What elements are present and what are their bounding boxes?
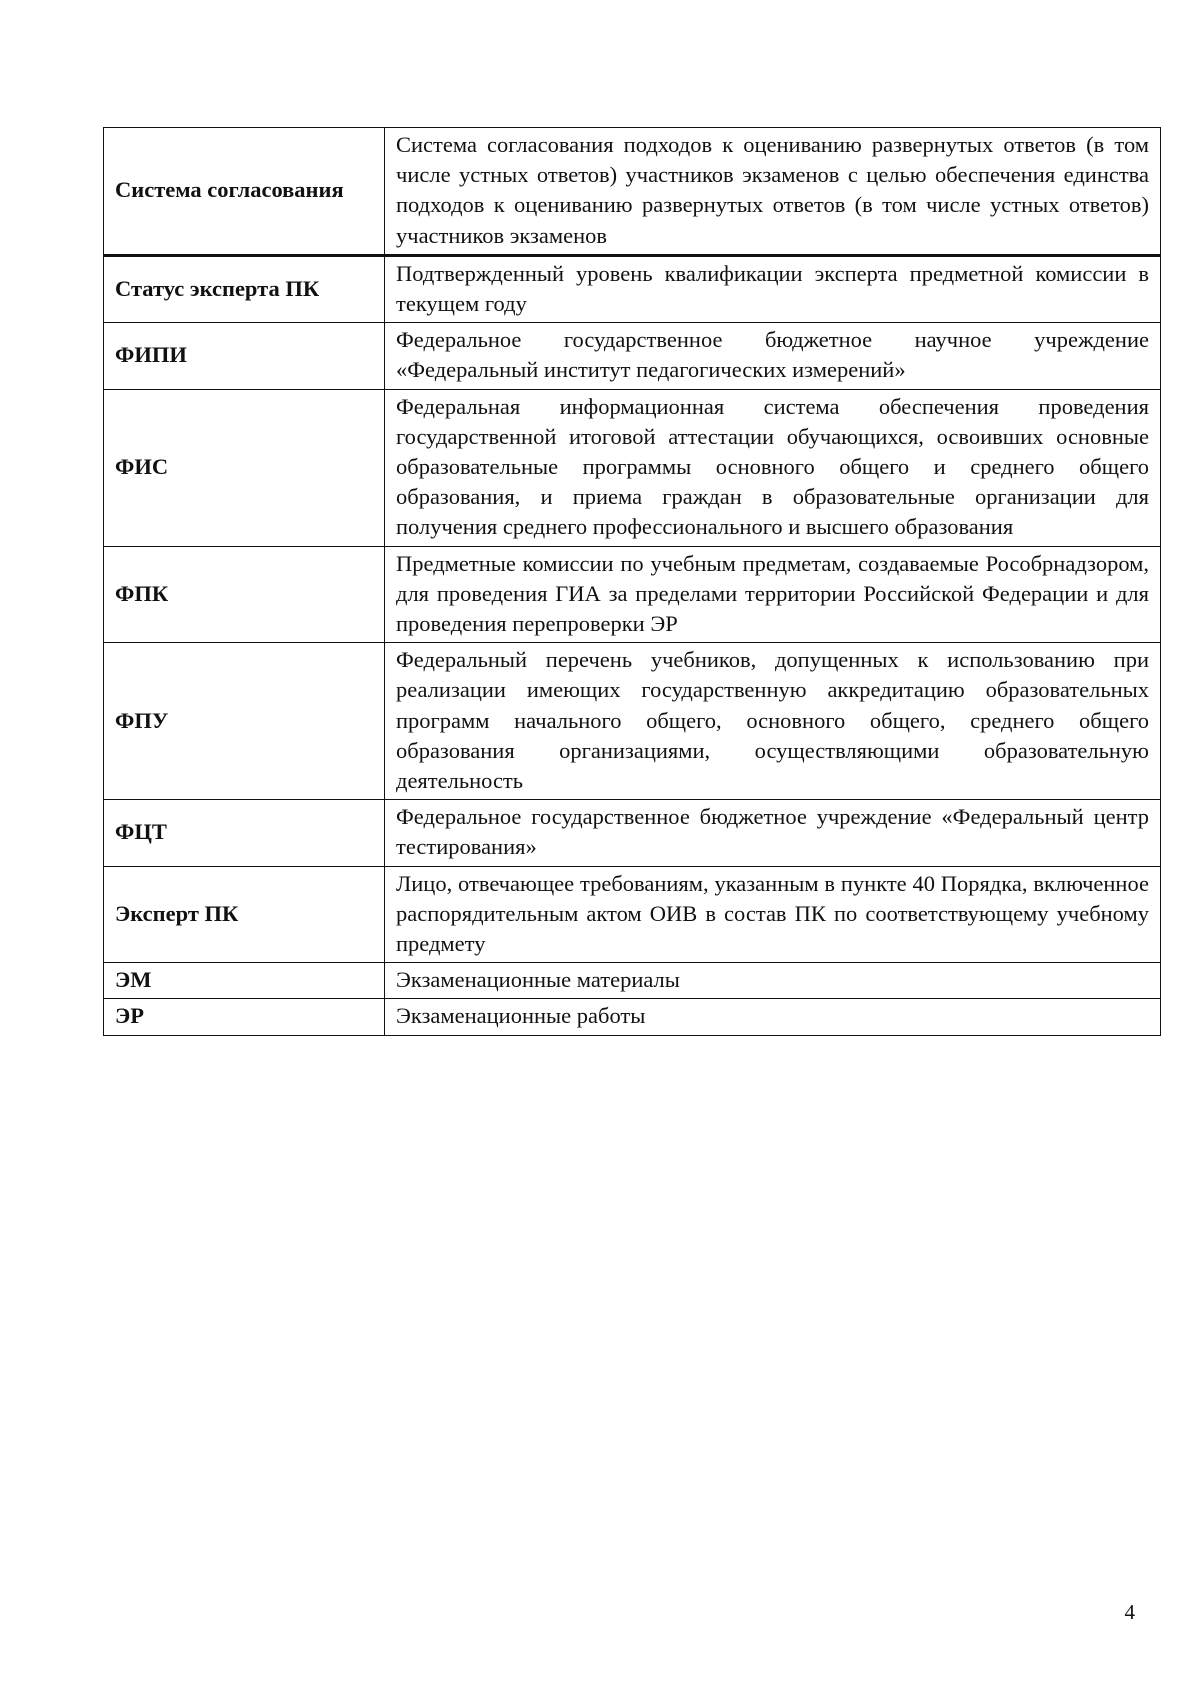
definition-cell: Лицо, отвечающее требованиям, указанным в пункте 40 Порядка, включенное распорядительным актом ОИВ в состав ПК по соответствующему учебному предмету: [385, 866, 1161, 963]
term-cell: Статус эксперта ПК: [104, 255, 385, 322]
table-row: [104, 389, 1161, 546]
term-cell: ФПК: [104, 546, 385, 643]
term-cell: ЭР: [104, 999, 385, 1035]
term-cell: ФИПИ: [104, 323, 385, 389]
table-row: [104, 999, 1161, 1035]
definition-cell: Экзаменационные работы: [385, 999, 1161, 1035]
table-row: [104, 643, 1161, 800]
table-row: [104, 963, 1161, 999]
table-row: [104, 866, 1161, 963]
definition-cell: Федеральная информационная система обеспечения проведения государственной итоговой аттестации обучающихся, освоивших основные образовательные программы основного общего и среднего общего образования, и приема граждан в образовательные организации для получения среднего профессионального и высшего образования: [385, 389, 1161, 546]
term-cell: ЭМ: [104, 963, 385, 999]
table-row: [104, 323, 1161, 389]
table-row: [104, 255, 1161, 322]
table-row: [104, 128, 1161, 256]
term-cell: Эксперт ПК: [104, 866, 385, 963]
table-row: [104, 800, 1161, 866]
definition-cell: Система согласования подходов к оцениванию развернутых ответов (в том числе устных ответов) участников экзаменов с целью обеспечения единства подходов к оцениванию развернутых ответов (в том числе устных ответов) участников экзаменов: [385, 128, 1161, 256]
definition-cell: Федеральное государственное бюджетное научное учреждение «Федеральный институт педагогических измерений»: [385, 323, 1161, 389]
glossary-table: [103, 127, 1161, 1036]
page-number: 4: [1124, 1600, 1135, 1624]
term-cell: Система согласования: [104, 128, 385, 256]
definition-cell: Экзаменационные материалы: [385, 963, 1161, 999]
table-row: [104, 546, 1161, 643]
definition-cell: Предметные комиссии по учебным предметам, создаваемые Рособрнадзором, для проведения ГИА за пределами территории Российской Федерации и для проведения перепроверки ЭР: [385, 546, 1161, 643]
term-cell: ФПУ: [104, 643, 385, 800]
term-cell: ФЦТ: [104, 800, 385, 866]
term-cell: ФИС: [104, 389, 385, 546]
definition-cell: Федеральный перечень учебников, допущенных к использованию при реализации имеющих государственную аккредитацию образовательных программ начального общего, основного общего, среднего общего образования организациями, осуществляющими образовательную деятельность: [385, 643, 1161, 800]
definition-cell: Подтвержденный уровень квалификации эксперта предметной комиссии в текущем году: [385, 255, 1161, 322]
definition-cell: Федеральное государственное бюджетное учреждение «Федеральный центр тестирования»: [385, 800, 1161, 866]
